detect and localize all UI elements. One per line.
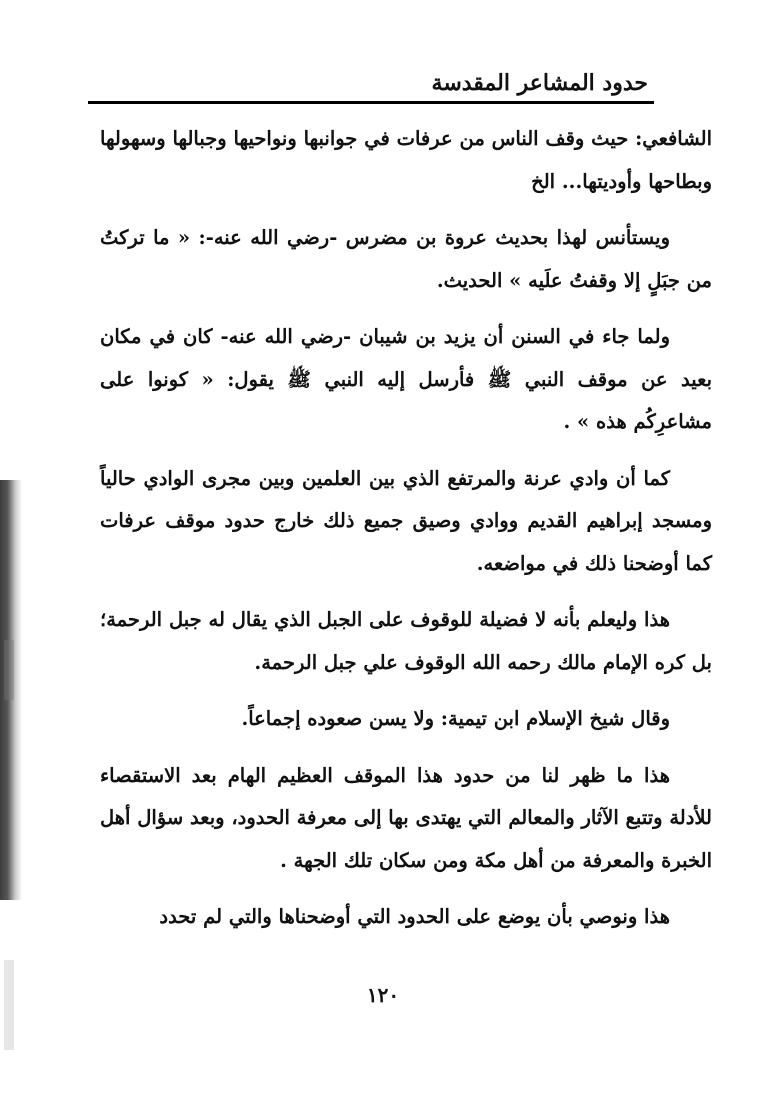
paragraph: ويستأنس لهذا بحديث عروة بن مضرس -رضي الله عنه-: « ما تركتُ من جبَلٍ إلا وقفتُ علَيه » الحديث.: [100, 226, 712, 292]
paragraph: الشافعي: حيث وقف الناس من عرفات في جوانبها ونواحيها وجبالها وسهولها وبطاحها وأوديتها... الخ: [100, 127, 712, 193]
paragraph: هذا وليعلم بأنه لا فضيلة للوقوف على الجبل الذي يقال له جبل الرحمة؛ بل كره الإمام مالك رحمه الله الوقوف علي جبل الرحمة.: [100, 608, 712, 674]
running-header: [88, 60, 654, 104]
running-header-title: حدود المشاعر المقدسة: [431, 70, 648, 96]
paragraph: هذا ونوصي بأن يوضع على الحدود التي أوضحناها والتي لم تحدد: [159, 905, 670, 928]
paragraph: هذا ما ظهر لنا من حدود هذا الموقف العظيم الهام بعد الاستقصاء للأدلة وتتبع الآثار والمعالم التي يهتدى بها إلى معرفة الحدود، وبعد سؤال أهل الخبرة والمعرفة من أهل مكة ومن سكان تلك الجهة .: [100, 763, 712, 872]
paragraph: وقال شيخ الإسلام ابن تيمية: ولا يسن صعوده إجماعاً.: [241, 707, 670, 730]
page-number: ١٢٠: [366, 983, 400, 1007]
header-rule: [88, 101, 654, 104]
paragraph: ولما جاء في السنن أن يزيد بن شيبان -رضي الله عنه- كان في مكان بعيد عن موقف النبي ﷺ فأرسل إليه النبي ﷺ يقول: « كونوا على مشاعرِكُم هذه » .: [100, 325, 712, 433]
body-text: [100, 118, 712, 953]
scan-edge-speckle: [4, 640, 14, 700]
paragraph: كما أن وادي عرنة والمرتفع الذي بين العلمين وبين مجرى الوادي حالياً ومسجد إبراهيم القديم ووادي وصيق جميع ذلك خارج حدود موقف عرفات كما أوضحنا ذلك في مواضعه.: [100, 466, 712, 575]
